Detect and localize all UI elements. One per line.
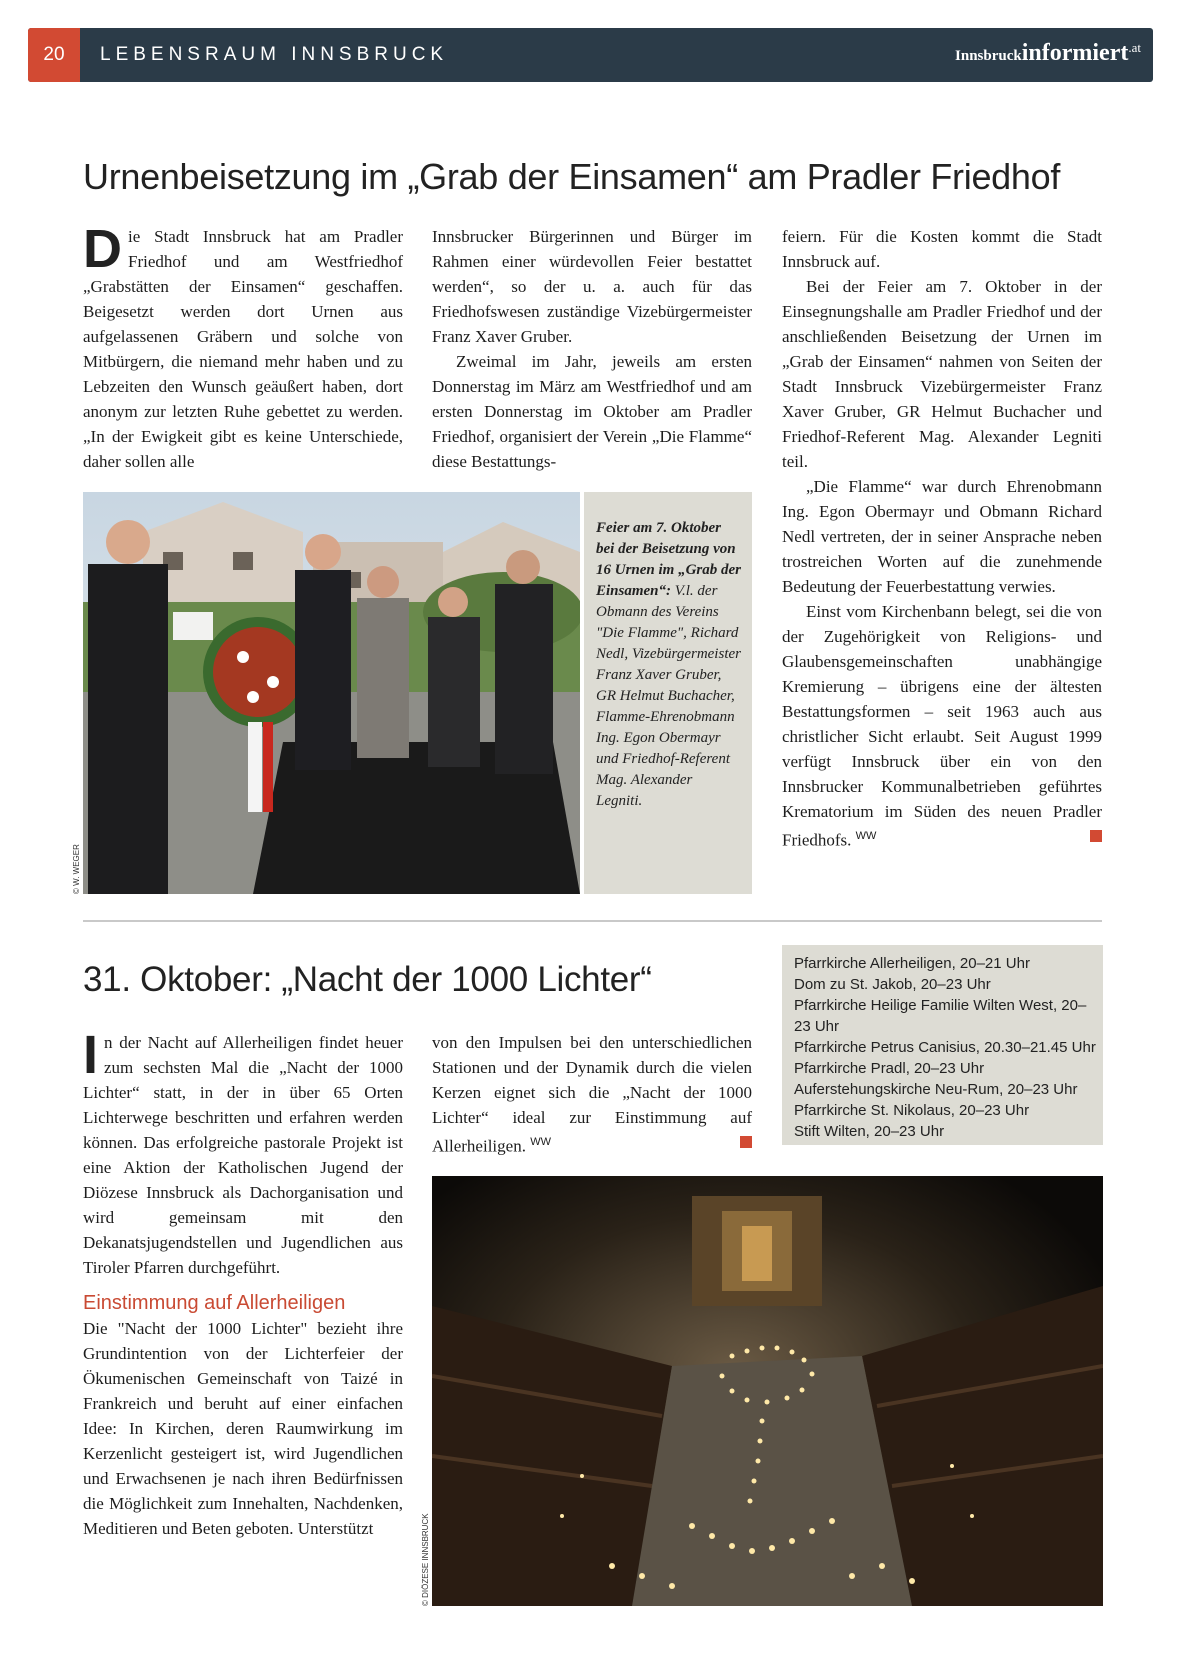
caption-text: V.l. der Obmann des Vereins "Die Flamme", Richard Nedl, Vizebürgermeister Franz Xaver Gruber, GR Helmut Buchacher, Flamme-Ehrenobmann Ing. Egon Obermayr und Friedhof-Referent Mag. Alexander Legniti. xyxy=(596,583,741,809)
article1-column-3 xyxy=(782,224,1102,853)
article2-title: 31. Oktober: „Nacht der 1000 Lichter“ xyxy=(83,960,652,999)
church-item: Pfarrkirche Allerheiligen, 20–21 Uhr xyxy=(794,955,1030,972)
article2-col1-paragraph: Die "Nacht der 1000 Lichter" bezieht ihre Grundintention von der Lichterfeier der Ökumenischen Gemeinschaft von Taizé in Frankreich und beruht auf einer einfachen Idee: In Kirchen, deren Raumwirkung im Kerzenlicht gesteigert ist, wird Jugendlichen und Erwachsenen je nach ihren Bedürfnissen die Möglichkeit zum Innehalten, Nachdenken, Meditieren und Beten geboten. Unterstützt xyxy=(83,1319,403,1538)
brand-prefix: Innsbruck xyxy=(955,48,1022,64)
photo-credit: © DIÖZESE INNSBRUCK xyxy=(421,1513,430,1606)
article1-col3-paragraph: Einst vom Kirchenbann belegt, sei die von der Zugehörigkeit von Religions- und Glaubensgemeinschaften unabhängige Kremierung – übrigens eine der ältesten Bestattungsformen – seit 1963 auch aus christlicher Sicht erlaubt. Seit August 1999 verfügt Innsbruck über ein von den Innsbrucker Kommunalbetrieben geführtes Krematorium im Süden des neuen Pradler Friedhofs. $^{WW}$ xyxy=(782,602,1102,850)
article1-col3-paragraph: feiern. Für die Kosten kommt die Stadt Innsbruck auf. xyxy=(782,227,1102,271)
church-item: Pfarrkirche Pradl, 20–23 Uhr xyxy=(794,1060,985,1077)
church-item: Dom zu St. Jakob, 20–23 Uhr xyxy=(794,976,991,993)
article1-col1-paragraph: Die Stadt Innsbruck hat am Pradler Friedhof und am Westfriedhof „Grabstätten der Einsamen“ geschaffen. Beigesetzt werden dort Urnen aus aufgelassenen Gräbern und solche von Mitbürgern, die niemand mehr haben und zu Lebzeiten den Wunsch geäußert haben, dort anonym zur letzten Ruhe gebettet zu werden. „In der Ewigkeit gibt es keine Unterschiede, daher sollen alle xyxy=(83,219,403,471)
photo-urn-ceremony xyxy=(83,492,580,894)
article1-col3-paragraph: Bei der Feier am 7. Oktober in der Einsegnungshalle am Pradler Friedhof und der anschließenden Beisetzung der Urnen im „Grab der Einsamen“ nahmen von Seiten der Stadt Innsbruck Vizebürgermeister Franz Xaver Gruber, GR Helmut Buchacher und Friedhof-Referent Mag. Alexander Legniti teil. xyxy=(782,277,1102,471)
article1-col2-paragraph: Innsbrucker Bürgerinnen und Bürger im Rahmen einer würdevollen Feier bestattet werden“, so der u. a. auch für das Friedhofswesen zuständige Vizebürgermeister Franz Xaver Gruber. xyxy=(432,227,752,346)
photo-church-candles xyxy=(432,1176,1103,1606)
article2-column-2 xyxy=(432,1030,752,1159)
end-mark-icon xyxy=(740,1136,752,1148)
church-item: Pfarrkirche Petrus Canisius, 20.30–21.45 Uhr xyxy=(794,1039,1096,1056)
article1-col3-paragraph: „Die Flamme“ war durch Ehrenobmann Ing. Egon Obermayr und Obmann Richard Nedl vertreten, der in seiner Ansprache neben trostreichen Worten auf die zunehmende Bedeutung der Feuerbestattung verwies. xyxy=(782,477,1102,596)
article2-col2-paragraph: von den Impulsen bei den unterschiedlichen Stationen und der Dynamik durch die vielen Kerzen eignet sich die „Nacht der 1000 Lichter“ ideal zur Einstimmung auf Allerheiligen. $^{WW}$ xyxy=(432,1033,752,1156)
article1-column-2 xyxy=(432,224,752,474)
church-item: Stift Wilten, 20–23 Uhr xyxy=(794,1123,945,1140)
brand-suffix: .at xyxy=(1128,40,1141,55)
article2-subhead: Einstimmung auf Allerheiligen xyxy=(83,1292,346,1314)
dropcap: I xyxy=(83,1025,99,1085)
article1-column-1 xyxy=(83,219,403,474)
photo-caption xyxy=(584,492,752,894)
section-title: LEBENSRAUM INNSBRUCK xyxy=(100,44,449,65)
page-number: 20 xyxy=(28,28,80,82)
ceremony-illustration xyxy=(83,492,580,894)
church-item: Auferstehungskirche Neu-Rum, 20–23 Uhr xyxy=(794,1081,1078,1098)
brand-logo xyxy=(955,40,1141,67)
photo-credit: © W. WEGER xyxy=(72,844,81,894)
candles-illustration xyxy=(432,1176,1103,1606)
church-item: Pfarrkirche Heilige Familie Wilten West, 20–23 Uhr xyxy=(794,997,1087,1035)
article1-col2-paragraph: Zweimal im Jahr, jeweils am ersten Donnerstag im März am Westfriedhof und am ersten Donnerstag im Oktober am Pradler Friedhof, organisiert der Verein „Die Flamme“ diese Bestattungs- xyxy=(432,352,752,471)
article2-column-1 xyxy=(83,1025,403,1541)
article2-col1-paragraph: In der Nacht auf Allerheiligen findet heuer zum sechsten Mal die „Nacht der 1000 Lichter“ statt, in der in über 65 Orten Lichterwege beschritten und erfahren werden können. Das erfolgreiche pastorale Projekt ist eine Aktion der Katholischen Jugend der Diözese Innsbruck als Dachorganisation und wird gemeinsam mit den Dekanatsjugendstellen und Jugendlichen aus Tiroler Pfarren durchgeführt. xyxy=(83,1025,403,1277)
brand-main: informiert xyxy=(1021,40,1129,66)
church-item: Pfarrkirche St. Nikolaus, 20–23 Uhr xyxy=(794,1102,1030,1119)
section-divider xyxy=(83,920,1102,922)
author-signature: WW xyxy=(855,830,877,842)
end-mark-icon xyxy=(1090,830,1102,842)
dropcap: D xyxy=(83,219,122,279)
article1-title: Urnenbeisetzung im „Grab der Einsamen“ am Pradler Friedhof xyxy=(83,156,1061,197)
page-header xyxy=(28,28,1153,82)
author-signature: WW xyxy=(530,1136,551,1148)
church-schedule-box xyxy=(782,945,1103,1145)
caption-lead: Feier am 7. Oktober bei der Beisetzung von 16 Urnen im „Grab der Einsamen“: xyxy=(596,520,742,599)
